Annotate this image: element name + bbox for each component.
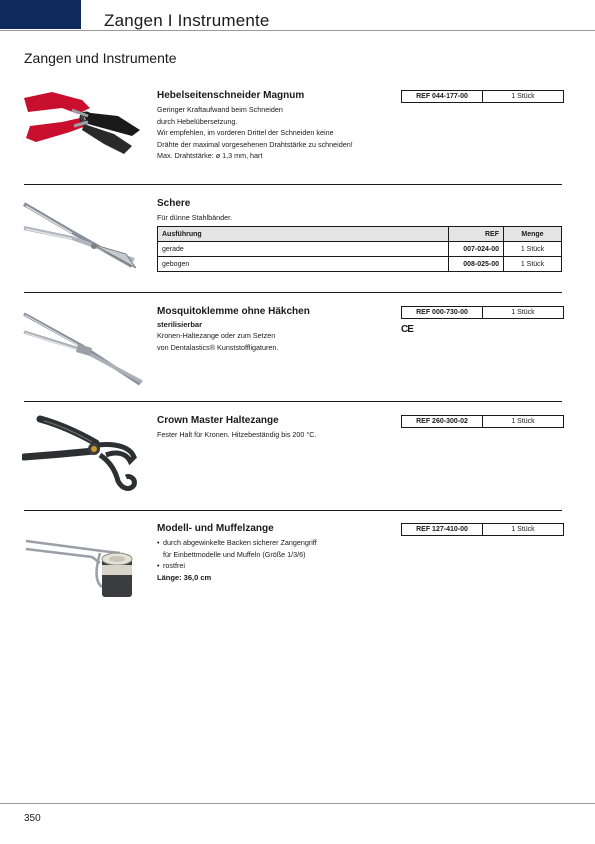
separator-line [24, 184, 562, 185]
ref-number: REF 044-177-00 [402, 91, 483, 102]
page-header-title: Zangen I Instrumente [104, 11, 270, 30]
product-muffel-text [157, 523, 397, 582]
ref-box [401, 306, 564, 319]
ref-number: REF 127-410-00 [402, 524, 483, 535]
ce-mark: CE [401, 324, 413, 335]
product-title: Mosquitoklemme ohne Häkchen [157, 306, 310, 317]
table-cell: 007-024-00 [449, 242, 504, 257]
product-crown-text [157, 415, 397, 441]
quantity: 1 Stück [511, 93, 535, 100]
muffle-tongs-icon [22, 519, 144, 603]
brand-corner-block [0, 0, 81, 29]
ref-box [401, 90, 564, 103]
product-description-line: Wir empfehlen, im vorderen Drittel der Schneiden keine [157, 128, 334, 137]
quantity: 1 Stück [511, 309, 535, 316]
table-cell: 008-025-00 [449, 257, 504, 272]
ref-box [401, 415, 564, 428]
product-description-line: Geringer Kraftaufwand beim Schneiden [157, 105, 283, 114]
product-magnum [0, 84, 595, 184]
table-row [158, 242, 562, 257]
table-cell: 1 Stück [504, 257, 562, 272]
product-subtitle: sterilisierbar [157, 320, 203, 329]
product-length: Länge: 36,0 cm [157, 572, 212, 582]
separator-line [24, 292, 562, 293]
product-muffel [0, 517, 595, 617]
list-item-continued: für Einbettmodelle und Muffeln (Größe 1/3/6) [163, 549, 306, 559]
table-row [158, 257, 562, 272]
quantity: 1 Stück [511, 418, 535, 425]
product-bullet-list [157, 537, 397, 572]
scissors-icon [22, 194, 144, 278]
product-title: Schere [157, 198, 191, 209]
header-rule [0, 30, 595, 31]
product-description-line: Kronen-Haltezange oder zum Setzen [157, 331, 276, 340]
product-description-line: Für dünne Stahlbänder. [157, 213, 233, 222]
variants-table [157, 226, 562, 272]
page-number: 350 [24, 813, 41, 824]
product-title: Modell- und Muffelzange [157, 523, 274, 534]
ref-number: REF 260-300-02 [402, 416, 483, 427]
product-description-line: von Dentalastics® Kunststoffligaturen. [157, 342, 279, 352]
product-magnum-text [157, 90, 397, 162]
list-item: • durch abgewinkelte Backen sicherer Zangengriff [157, 537, 397, 549]
footer-rule [0, 803, 595, 804]
product-mosquito-text [157, 306, 397, 353]
list-item: • rostfrei [157, 560, 397, 572]
product-description-line: Max. Drahtstärke: ø 1,3 mm, hart [157, 151, 263, 160]
table-header-cell: REF [449, 227, 504, 242]
table-header-cell: Ausführung [158, 227, 449, 242]
clamp-icon [22, 302, 144, 386]
product-title: Crown Master Haltezange [157, 415, 279, 426]
product-description-line: durch Hebelübersetzung. [157, 116, 238, 126]
product-description-line: Fester Halt für Kronen. Hitzebeständig bis 200 °C. [157, 430, 317, 439]
ref-number: REF 000-730-00 [402, 307, 483, 318]
table-header-cell: Menge [504, 227, 562, 242]
product-mosquito [0, 300, 595, 400]
section-title: Zangen und Instrumente [24, 50, 177, 66]
crown-pliers-icon [22, 411, 144, 495]
quantity: 1 Stück [511, 526, 535, 533]
table-header-row [158, 227, 562, 242]
product-crown [0, 409, 595, 509]
product-title: Hebelseitenschneider Magnum [157, 90, 305, 101]
side-cutter-icon [22, 86, 144, 170]
product-schere-text [157, 198, 397, 224]
ref-box [401, 523, 564, 536]
table-cell: gerade [158, 242, 449, 257]
table-cell: 1 Stück [504, 242, 562, 257]
table-cell: gebogen [158, 257, 449, 272]
separator-line [24, 510, 562, 511]
product-description-line: Drähte der maximal vorgesehenen Drahtstärke zu schneiden! [157, 139, 353, 149]
separator-line [24, 401, 562, 402]
